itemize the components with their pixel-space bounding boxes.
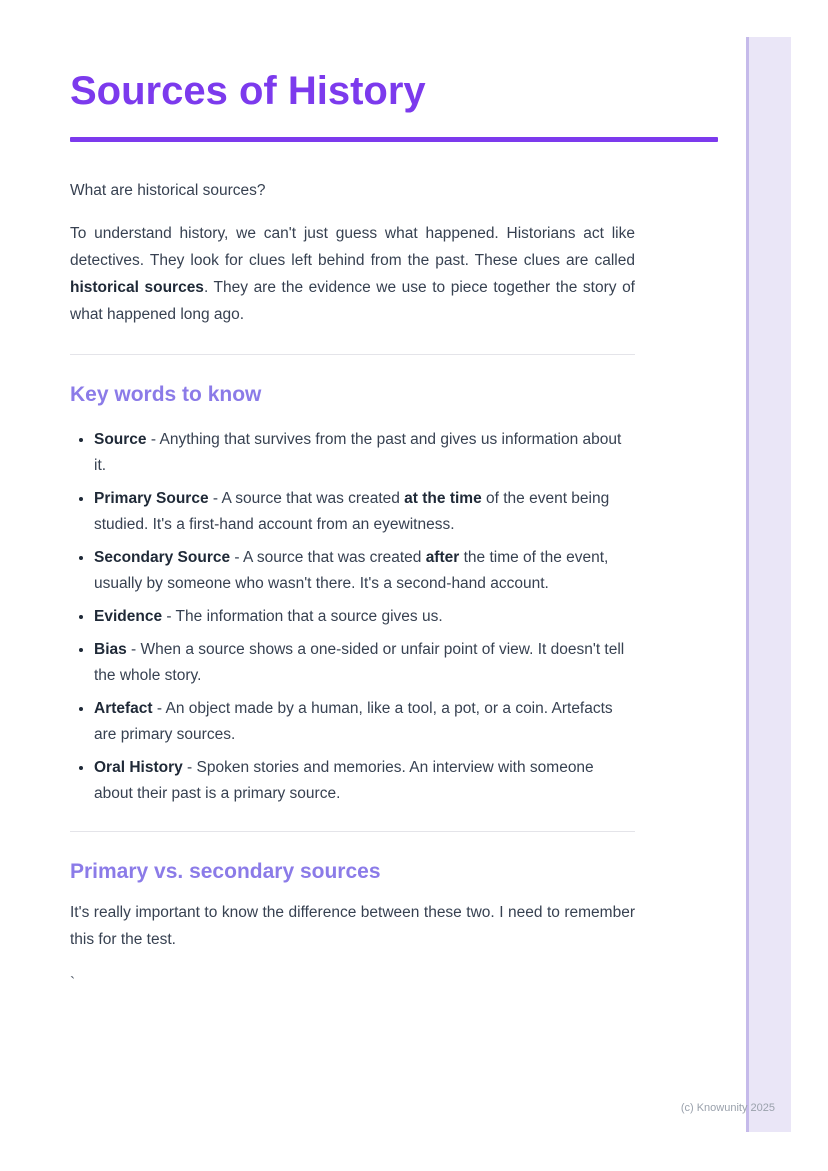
keywords-list — [70, 427, 635, 807]
accent-stripe — [746, 37, 791, 1132]
keyword-item-secondary-source: • Secondary Source - A source that was created after the time of the event, usually by someone who wasn't there. It's a second-hand account. — [94, 545, 635, 597]
keyword-item-source: • Source - Anything that survives from the past and gives us information about it. — [94, 427, 635, 479]
document-page — [70, 0, 718, 1009]
document-body — [70, 177, 635, 993]
keyword-item-bias: • Bias - When a source shows a one-sided or unfair point of view. It doesn't tell the whole story. — [94, 637, 635, 689]
section-paragraph: It's really important to know the difference between these two. I need to remember this for the test. — [70, 904, 635, 948]
intro-paragraph: To understand history, we can't just guess what happened. Historians act like detectives. They look for clues left behind from the past. These clues are called historical sources. They are the evidence we use to piece together the story of what happened long ago. — [70, 225, 635, 323]
page-title: Sources of History — [70, 69, 426, 113]
section-divider — [70, 354, 635, 355]
intro-lead: What are historical sources? — [70, 182, 266, 199]
keyword-item-primary-source: • Primary Source - A source that was created at the time of the event being studied. It's a first-hand account from an eyewitness. — [94, 486, 635, 538]
section-heading-primary-vs-secondary: Primary vs. secondary sources — [70, 860, 381, 883]
section-heading-keywords: Key words to know — [70, 383, 262, 406]
title-underline — [70, 137, 718, 142]
stray-backtick: ` — [70, 975, 76, 992]
footer-copyright: (c) Knowunity 2025 — [680, 1102, 775, 1114]
keyword-item-evidence: • Evidence - The information that a source gives us. — [94, 604, 635, 630]
section-divider — [70, 831, 635, 832]
keyword-item-artefact: • Artefact - An object made by a human, like a tool, a pot, or a coin. Artefacts are primary sources. — [94, 696, 635, 748]
keyword-item-oral-history: • Oral History - Spoken stories and memories. An interview with someone about their past is a primary source. — [94, 755, 635, 807]
